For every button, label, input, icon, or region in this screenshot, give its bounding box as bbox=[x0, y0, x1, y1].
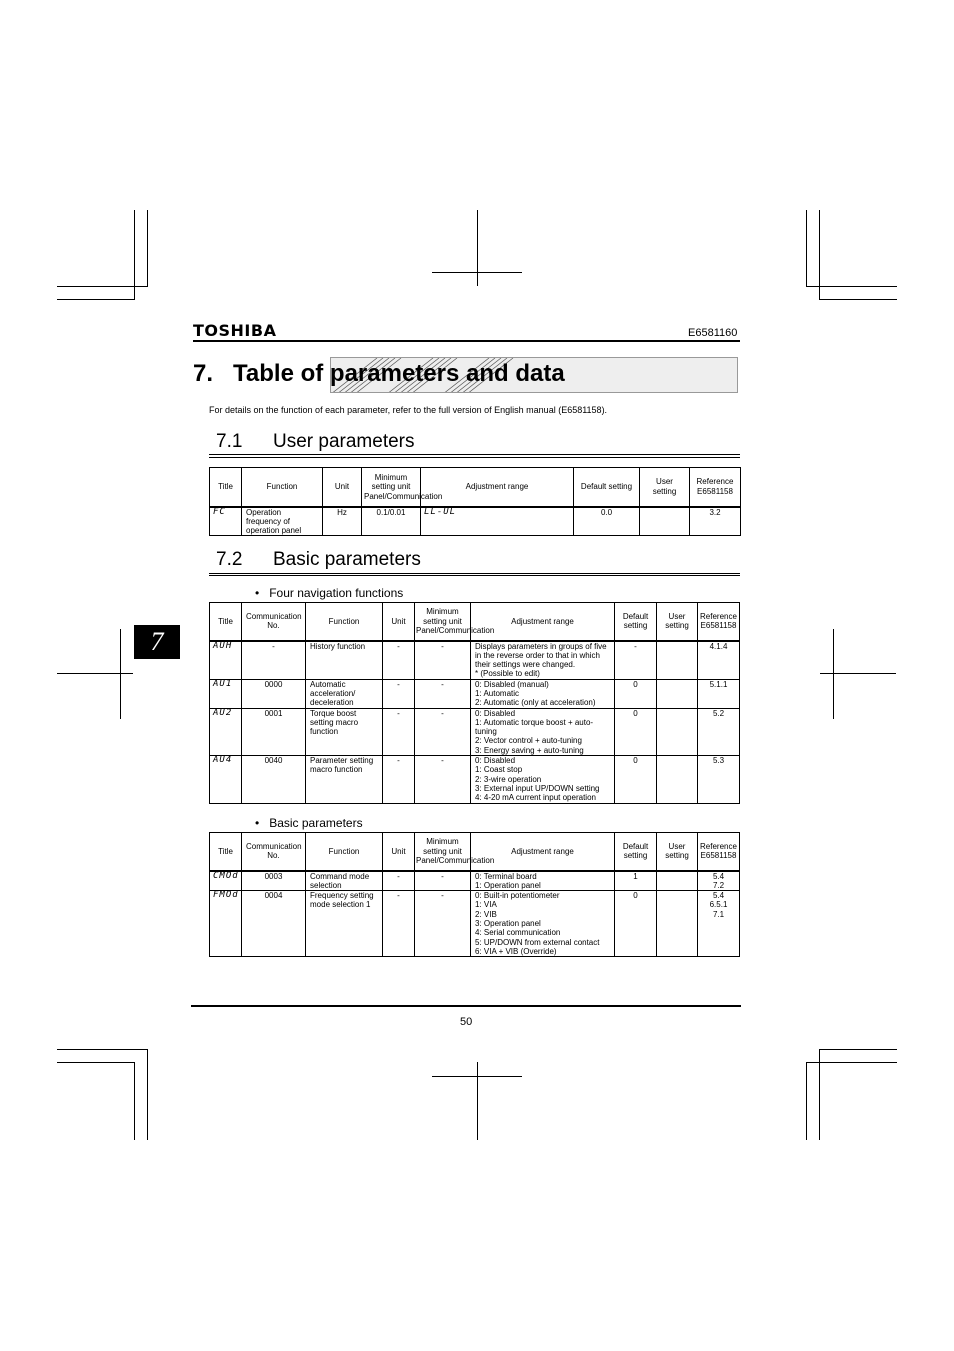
section-rule bbox=[209, 457, 740, 458]
section-title: Basic parameters bbox=[273, 549, 421, 570]
col-header: Unit bbox=[383, 833, 415, 871]
param-comm-no: 0040 bbox=[242, 756, 306, 803]
param-reference: 4.1.4 bbox=[698, 641, 740, 680]
col-header: Minimum setting unit Panel/Communication bbox=[362, 468, 421, 507]
param-default: 0 bbox=[615, 679, 657, 708]
param-reference bbox=[698, 891, 740, 957]
col-header: Title bbox=[210, 603, 242, 641]
col-header: Adjustment range bbox=[421, 468, 574, 507]
param-min-unit: - bbox=[415, 641, 471, 680]
param-user-setting bbox=[657, 871, 698, 891]
range-line: 2: Automatic (only at acceleration) bbox=[475, 698, 596, 708]
range-line: 1: Coast stop bbox=[475, 765, 523, 775]
page-number: 50 bbox=[460, 1016, 473, 1028]
col-header: Title bbox=[210, 833, 242, 871]
param-unit: - bbox=[383, 679, 415, 708]
col-header: Communication No. bbox=[242, 603, 306, 641]
section-rule bbox=[209, 454, 740, 455]
param-min-unit: - bbox=[415, 891, 471, 957]
range-line: 3: Operation panel bbox=[475, 918, 541, 928]
param-range bbox=[471, 871, 615, 891]
param-unit: - bbox=[383, 891, 415, 957]
param-unit: - bbox=[383, 756, 415, 803]
footer-rule bbox=[191, 1005, 741, 1007]
document-number: E6581160 bbox=[688, 327, 738, 339]
reference-line: 5.4 bbox=[712, 891, 725, 901]
param-range bbox=[471, 756, 615, 803]
param-range bbox=[471, 641, 615, 680]
col-header: Unit bbox=[323, 468, 362, 507]
param-function: Frequency setting mode selection 1 bbox=[306, 891, 383, 957]
col-header: Title bbox=[210, 468, 242, 507]
table-row bbox=[210, 507, 741, 536]
range-line: 1: Automatic torque boost + auto-tuning bbox=[475, 717, 594, 737]
param-reference: 3.2 bbox=[690, 507, 741, 536]
col-header: Minimum setting unit Panel/Communication bbox=[415, 833, 471, 871]
param-comm-no: 0003 bbox=[242, 871, 306, 891]
bullet-heading-nav: • Four navigation functions bbox=[255, 586, 404, 600]
navigation-functions-table bbox=[209, 602, 740, 804]
range-line: 6: VIA + VIB (Override) bbox=[475, 946, 557, 956]
range-line: 0: Built-in potentiometer bbox=[475, 891, 560, 901]
param-title: AU1 bbox=[210, 679, 242, 708]
range-line: 4: 4-20 mA current input operation bbox=[475, 793, 596, 803]
col-header: Adjustment range bbox=[471, 833, 615, 871]
table-row bbox=[210, 871, 740, 891]
section-title: User parameters bbox=[273, 431, 415, 452]
param-user-setting bbox=[657, 641, 698, 680]
param-default: 0 bbox=[615, 708, 657, 755]
param-default: 0 bbox=[615, 891, 657, 957]
intro-text: For details on the function of each parameter, refer to the full version of English manual (E6581158). bbox=[209, 405, 608, 415]
basic-parameters-table bbox=[209, 832, 740, 957]
range-line: 4: Serial communication bbox=[475, 928, 561, 938]
col-header: User setting bbox=[657, 833, 698, 871]
range-line: 0: Disabled (manual) bbox=[475, 679, 549, 689]
param-default: - bbox=[615, 641, 657, 680]
param-user-setting bbox=[640, 507, 690, 536]
param-comm-no: 0001 bbox=[242, 708, 306, 755]
param-unit: - bbox=[383, 708, 415, 755]
col-header: Function bbox=[242, 468, 323, 507]
bullet-text: Four navigation functions bbox=[269, 586, 404, 600]
reference-line: 7.1 bbox=[712, 909, 725, 919]
col-header: Reference E6581158 bbox=[690, 468, 741, 507]
param-user-setting bbox=[657, 708, 698, 755]
col-header: Function bbox=[306, 603, 383, 641]
range-line: 3: Energy saving + auto-tuning bbox=[475, 745, 584, 755]
table-row bbox=[210, 679, 740, 708]
col-header: Function bbox=[306, 833, 383, 871]
param-range bbox=[471, 891, 615, 957]
param-unit: Hz bbox=[323, 507, 362, 536]
param-function: Command mode selection bbox=[306, 871, 383, 891]
range-line: 1: Operation panel bbox=[475, 880, 541, 890]
param-range bbox=[471, 679, 615, 708]
reference-line: 5.4 bbox=[712, 871, 725, 881]
bullet-heading-basic: • Basic parameters bbox=[255, 816, 363, 830]
section-heading-user bbox=[216, 431, 415, 453]
param-comm-no: 0000 bbox=[242, 679, 306, 708]
param-title: FC bbox=[210, 507, 242, 536]
section-number: 7.1 bbox=[216, 431, 243, 452]
col-header: Adjustment range bbox=[471, 603, 615, 641]
brand-logo: TOSHIBA bbox=[193, 321, 277, 340]
section-rule bbox=[209, 575, 740, 576]
param-default: 1 bbox=[615, 871, 657, 891]
range-line: 0: Disabled bbox=[475, 756, 516, 766]
table-row bbox=[210, 756, 740, 803]
section-heading-basic bbox=[216, 549, 421, 571]
reference-line: 7.2 bbox=[712, 880, 725, 890]
param-comm-no: 0004 bbox=[242, 891, 306, 957]
table-row bbox=[210, 708, 740, 755]
param-range: LL-UL bbox=[421, 507, 574, 536]
range-line: 3: External input UP/DOWN setting bbox=[475, 783, 600, 793]
param-default: 0.0 bbox=[574, 507, 640, 536]
param-range bbox=[471, 708, 615, 755]
col-header: User setting bbox=[640, 468, 690, 507]
param-reference: 5.1.1 bbox=[698, 679, 740, 708]
param-title: AU2 bbox=[210, 708, 242, 755]
col-header: Default setting bbox=[574, 468, 640, 507]
param-title: AU4 bbox=[210, 756, 242, 803]
param-function: Automatic acceleration/ deceleration bbox=[306, 679, 383, 708]
param-default: 0 bbox=[615, 756, 657, 803]
range-line: 2: VIB bbox=[475, 909, 497, 919]
param-title: CMOd bbox=[210, 871, 242, 891]
param-user-setting bbox=[657, 756, 698, 803]
range-line: * (Possible to edit) bbox=[475, 669, 540, 679]
param-reference bbox=[698, 871, 740, 891]
col-header: Reference E6581158 bbox=[698, 603, 740, 641]
col-header: Reference E6581158 bbox=[698, 833, 740, 871]
chapter-title: 7. Table of parameters and data bbox=[193, 360, 565, 387]
param-min-unit: - bbox=[415, 756, 471, 803]
param-unit: - bbox=[383, 871, 415, 891]
param-user-setting bbox=[657, 891, 698, 957]
param-title: AUH bbox=[210, 641, 242, 680]
param-function: Operation frequency of operation panel bbox=[242, 507, 323, 536]
range-line: 0: Terminal board bbox=[475, 871, 537, 881]
param-function: Parameter setting macro function bbox=[306, 756, 383, 803]
table-row bbox=[210, 641, 740, 680]
section-rule bbox=[209, 573, 740, 574]
param-title: FMOd bbox=[210, 891, 242, 957]
range-line: 0: Disabled bbox=[475, 708, 516, 718]
param-unit: - bbox=[383, 641, 415, 680]
col-header: Communication No. bbox=[242, 833, 306, 871]
param-comm-no: - bbox=[242, 641, 306, 680]
param-reference: 5.2 bbox=[698, 708, 740, 755]
reference-line: 6.5.1 bbox=[709, 900, 728, 910]
col-header: Unit bbox=[383, 603, 415, 641]
table-row bbox=[210, 891, 740, 957]
col-header: Default setting bbox=[615, 833, 657, 871]
param-min-unit: - bbox=[415, 871, 471, 891]
param-min-unit: - bbox=[415, 708, 471, 755]
range-line: 1: Automatic bbox=[475, 688, 520, 698]
range-line: 2: 3-wire operation bbox=[475, 774, 542, 784]
range-line: 1: VIA bbox=[475, 900, 497, 910]
user-parameters-table bbox=[209, 467, 741, 536]
param-function: History function bbox=[306, 641, 383, 680]
section-number: 7.2 bbox=[216, 549, 243, 570]
range-line: 2: Vector control + auto-tuning bbox=[475, 736, 582, 746]
header-rule bbox=[193, 340, 740, 342]
range-line: Displays parameters in groups of five in the reverse order to that in which their settings were changed. bbox=[475, 641, 607, 670]
col-header: Minimum setting unit Panel/Communication bbox=[415, 603, 471, 641]
param-min-unit: - bbox=[415, 679, 471, 708]
bullet-text: Basic parameters bbox=[269, 816, 363, 830]
param-user-setting bbox=[657, 679, 698, 708]
col-header: User setting bbox=[657, 603, 698, 641]
chapter-side-tab: 7 bbox=[134, 625, 180, 659]
range-line: 5: UP/DOWN from external contact bbox=[475, 937, 600, 947]
param-function: Torque boost setting macro function bbox=[306, 708, 383, 755]
param-min-unit: 0.1/0.01 bbox=[362, 507, 421, 536]
col-header: Default setting bbox=[615, 603, 657, 641]
param-reference: 5.3 bbox=[698, 756, 740, 803]
